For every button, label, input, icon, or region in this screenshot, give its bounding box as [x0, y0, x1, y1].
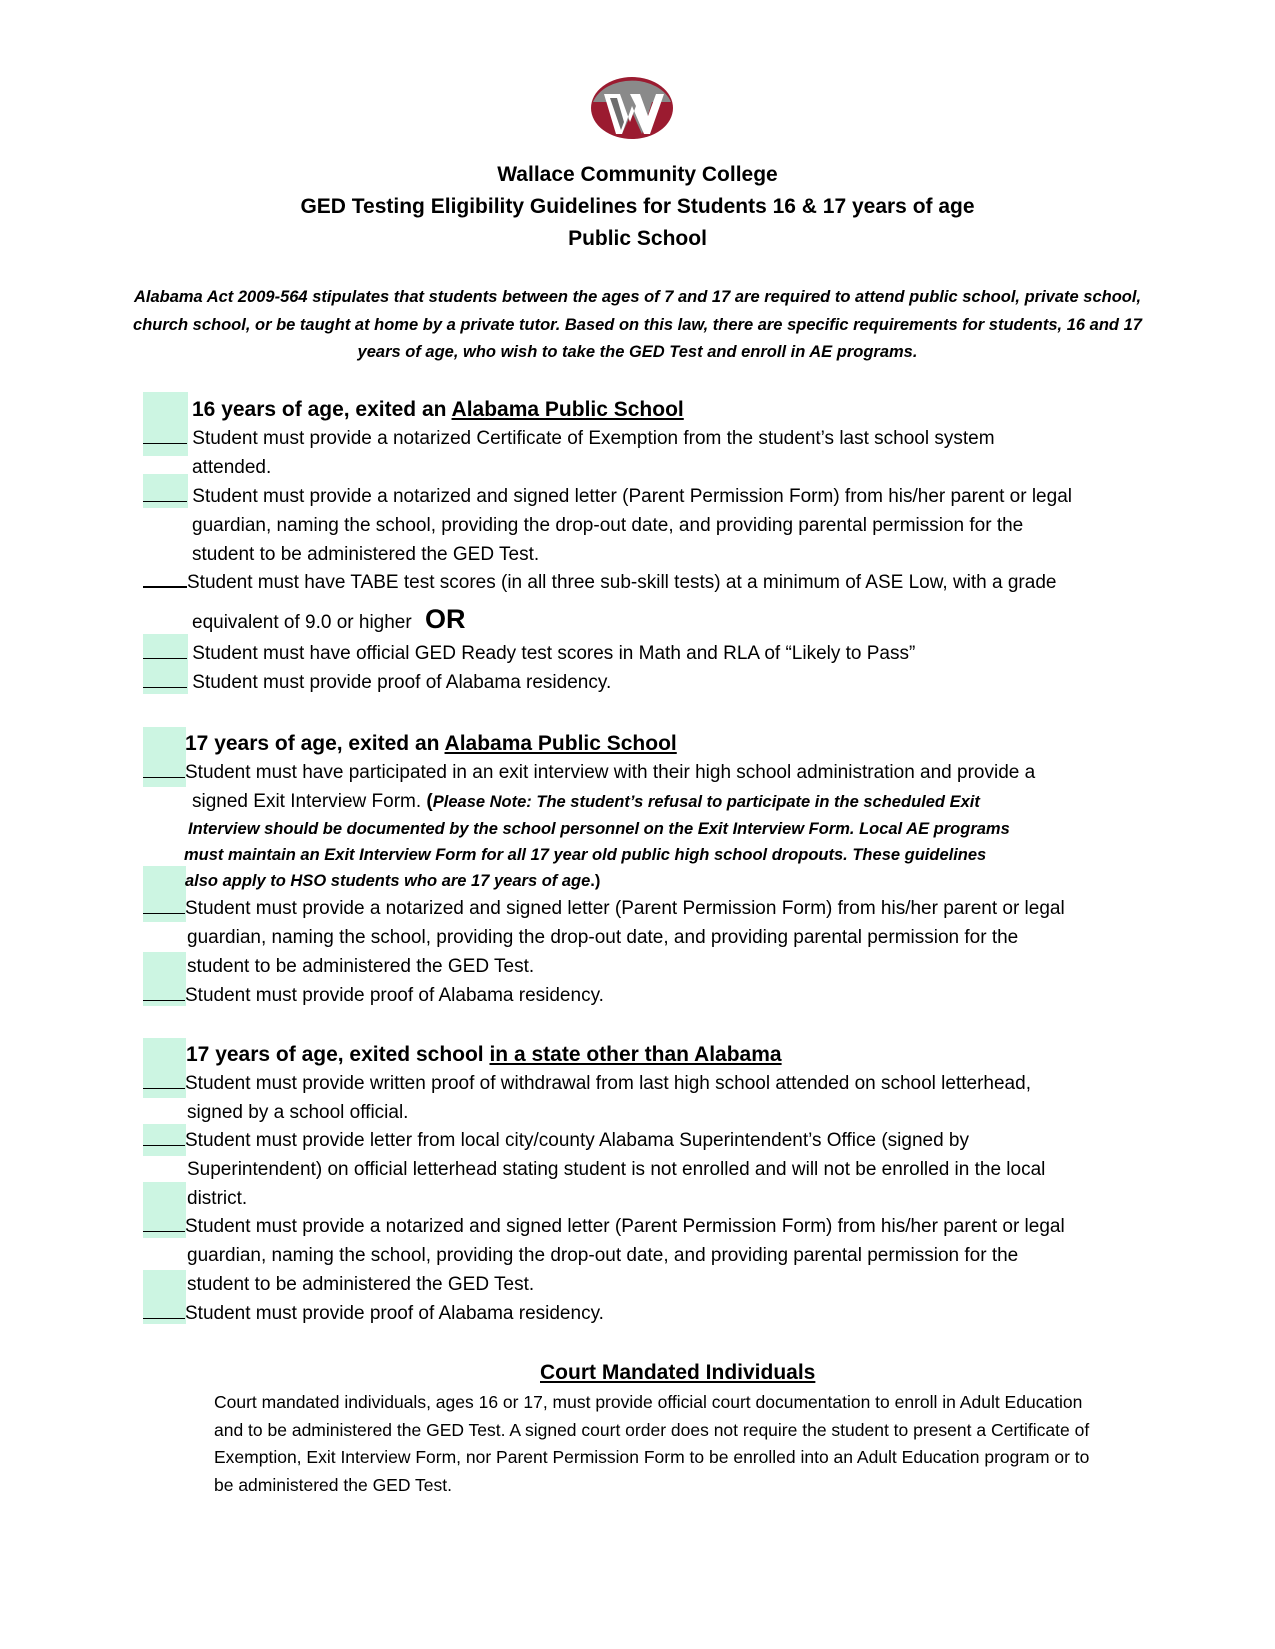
- checkbox-blank[interactable]: [143, 1088, 185, 1089]
- court-line: be administered the GED Test.: [214, 1474, 452, 1495]
- requirement-item: Student must provide letter from local city/county Alabama Superintendent’s Office (signed by: [143, 1130, 969, 1152]
- requirement-continuation: student to be administered the GED Test.: [192, 544, 540, 565]
- section-heading-16-public: 16 years of age, exited an Alabama Public School: [192, 398, 684, 421]
- college-name: Wallace Community College: [497, 163, 778, 186]
- section-heading-17-out-of-state: 17 years of age, exited school in a state other than Alabama: [186, 1043, 782, 1066]
- requirement-continuation: district.: [187, 1188, 248, 1209]
- checkbox-blank[interactable]: [143, 586, 187, 588]
- checkbox-blank[interactable]: [143, 1145, 185, 1146]
- requirement-item: Student must have participated in an exit interview with their high school administration and provide a: [143, 762, 1035, 784]
- or-label: OR: [425, 604, 466, 634]
- requirement-continuation: signed by a school official.: [187, 1102, 409, 1123]
- checkbox-blank[interactable]: [143, 777, 185, 778]
- college-logo: [590, 76, 674, 140]
- requirement-item: Student must provide a notarized and signed letter (Parent Permission Form) from his/her parent or legal: [143, 1216, 1065, 1238]
- requirement-item: Student must provide written proof of withdrawal from last high school attended on school letterhead,: [143, 1073, 1031, 1095]
- intro-line: church school, or be taught at home by a private tutor. Based on this law, there are specific requirements for students, 16 and 17: [133, 315, 1142, 334]
- requirement-item: Student must provide proof of Alabama residency.: [143, 985, 604, 1007]
- section-heading-17-public: 17 years of age, exited an Alabama Public School: [185, 732, 677, 755]
- requirement-item: Student must have TABE test scores (in all three sub-skill tests) at a minimum of ASE Low, with a grade: [143, 572, 1056, 594]
- requirement-item: Student must provide a notarized Certificate of Exemption from the student’s last school system: [143, 428, 995, 450]
- section-heading-underlined: Alabama Public School: [451, 398, 684, 421]
- checkbox-blank[interactable]: [143, 658, 187, 659]
- requirement-item: Student must provide a notarized and signed letter (Parent Permission Form) from his/her parent or legal: [143, 898, 1065, 920]
- checkbox-blank[interactable]: [143, 1318, 185, 1319]
- checkbox-blank[interactable]: [143, 1000, 185, 1001]
- requirement-item: Student must provide proof of Alabama residency.: [143, 672, 611, 694]
- requirement-continuation: signed Exit Interview Form. (Please Note: The student’s refusal to participate in the scheduled Exit: [192, 791, 980, 812]
- requirement-continuation: student to be administered the GED Test.: [187, 956, 535, 977]
- requirement-continuation: attended.: [192, 457, 272, 478]
- court-line: and to be administered the GED Test. A signed court order does not require the student to present a Certificate of: [214, 1419, 1090, 1440]
- exit-interview-note-end: also apply to HSO students who are 17 years of age.): [185, 872, 601, 890]
- requirement-continuation: Superintendent) on official letterhead stating student is not enrolled and will not be enrolled in the local: [187, 1159, 1046, 1180]
- requirement-continuation: guardian, naming the school, providing the drop-out date, and providing parental permission for the: [192, 515, 1024, 536]
- court-mandated-paragraph: [214, 1389, 1089, 1499]
- intro-line: years of age, who wish to take the GED Test and enroll in AE programs.: [357, 343, 918, 361]
- requirement-item: Student must provide a notarized and signed letter (Parent Permission Form) from his/her parent or legal: [143, 486, 1072, 508]
- intro-line: Alabama Act 2009-564 stipulates that students between the ages of 7 and 17 are required to attend public school, private school,: [133, 288, 1142, 306]
- exit-interview-note: Please Note: The student’s refusal to participate in the scheduled Exit: [432, 793, 980, 811]
- exit-interview-note: must maintain an Exit Interview Form for all 17 year old public high school dropouts. These guidelines: [184, 846, 987, 864]
- court-line: Exemption, Exit Interview Form, nor Parent Permission Form to be enrolled into an Adult Education program or to: [214, 1447, 1090, 1467]
- document-title: GED Testing Eligibility Guidelines for Students 16 & 17 years of age: [300, 195, 975, 218]
- section-heading-underlined: in a state other than Alabama: [489, 1043, 782, 1066]
- checkbox-blank[interactable]: [143, 501, 187, 502]
- checkbox-blank[interactable]: [143, 443, 187, 444]
- document-subtitle: Public School: [568, 227, 707, 250]
- checkbox-blank[interactable]: [143, 913, 185, 914]
- court-line: Court mandated individuals, ages 16 or 17, must provide official court documentation to enroll in Adult Education: [214, 1392, 1083, 1412]
- exit-interview-note: Interview should be documented by the school personnel on the Exit Interview Form. Local AE programs: [188, 820, 1010, 838]
- requirement-continuation: student to be administered the GED Test.: [187, 1274, 535, 1295]
- requirement-item: Student must provide proof of Alabama residency.: [143, 1303, 604, 1325]
- checkbox-blank[interactable]: [143, 1231, 185, 1232]
- requirement-continuation: equivalent of 9.0 or higher OR: [192, 604, 466, 634]
- requirement-continuation: guardian, naming the school, providing the drop-out date, and providing parental permission for the: [187, 1245, 1019, 1266]
- section-heading-underlined: Alabama Public School: [444, 732, 677, 755]
- requirement-continuation: guardian, naming the school, providing the drop-out date, and providing parental permission for the: [187, 927, 1019, 948]
- requirement-item: Student must have official GED Ready test scores in Math and RLA of “Likely to Pass”: [143, 643, 915, 665]
- checkbox-blank[interactable]: [143, 687, 187, 688]
- intro-paragraph: [0, 284, 1275, 367]
- court-mandated-heading: Court Mandated Individuals: [540, 1361, 816, 1384]
